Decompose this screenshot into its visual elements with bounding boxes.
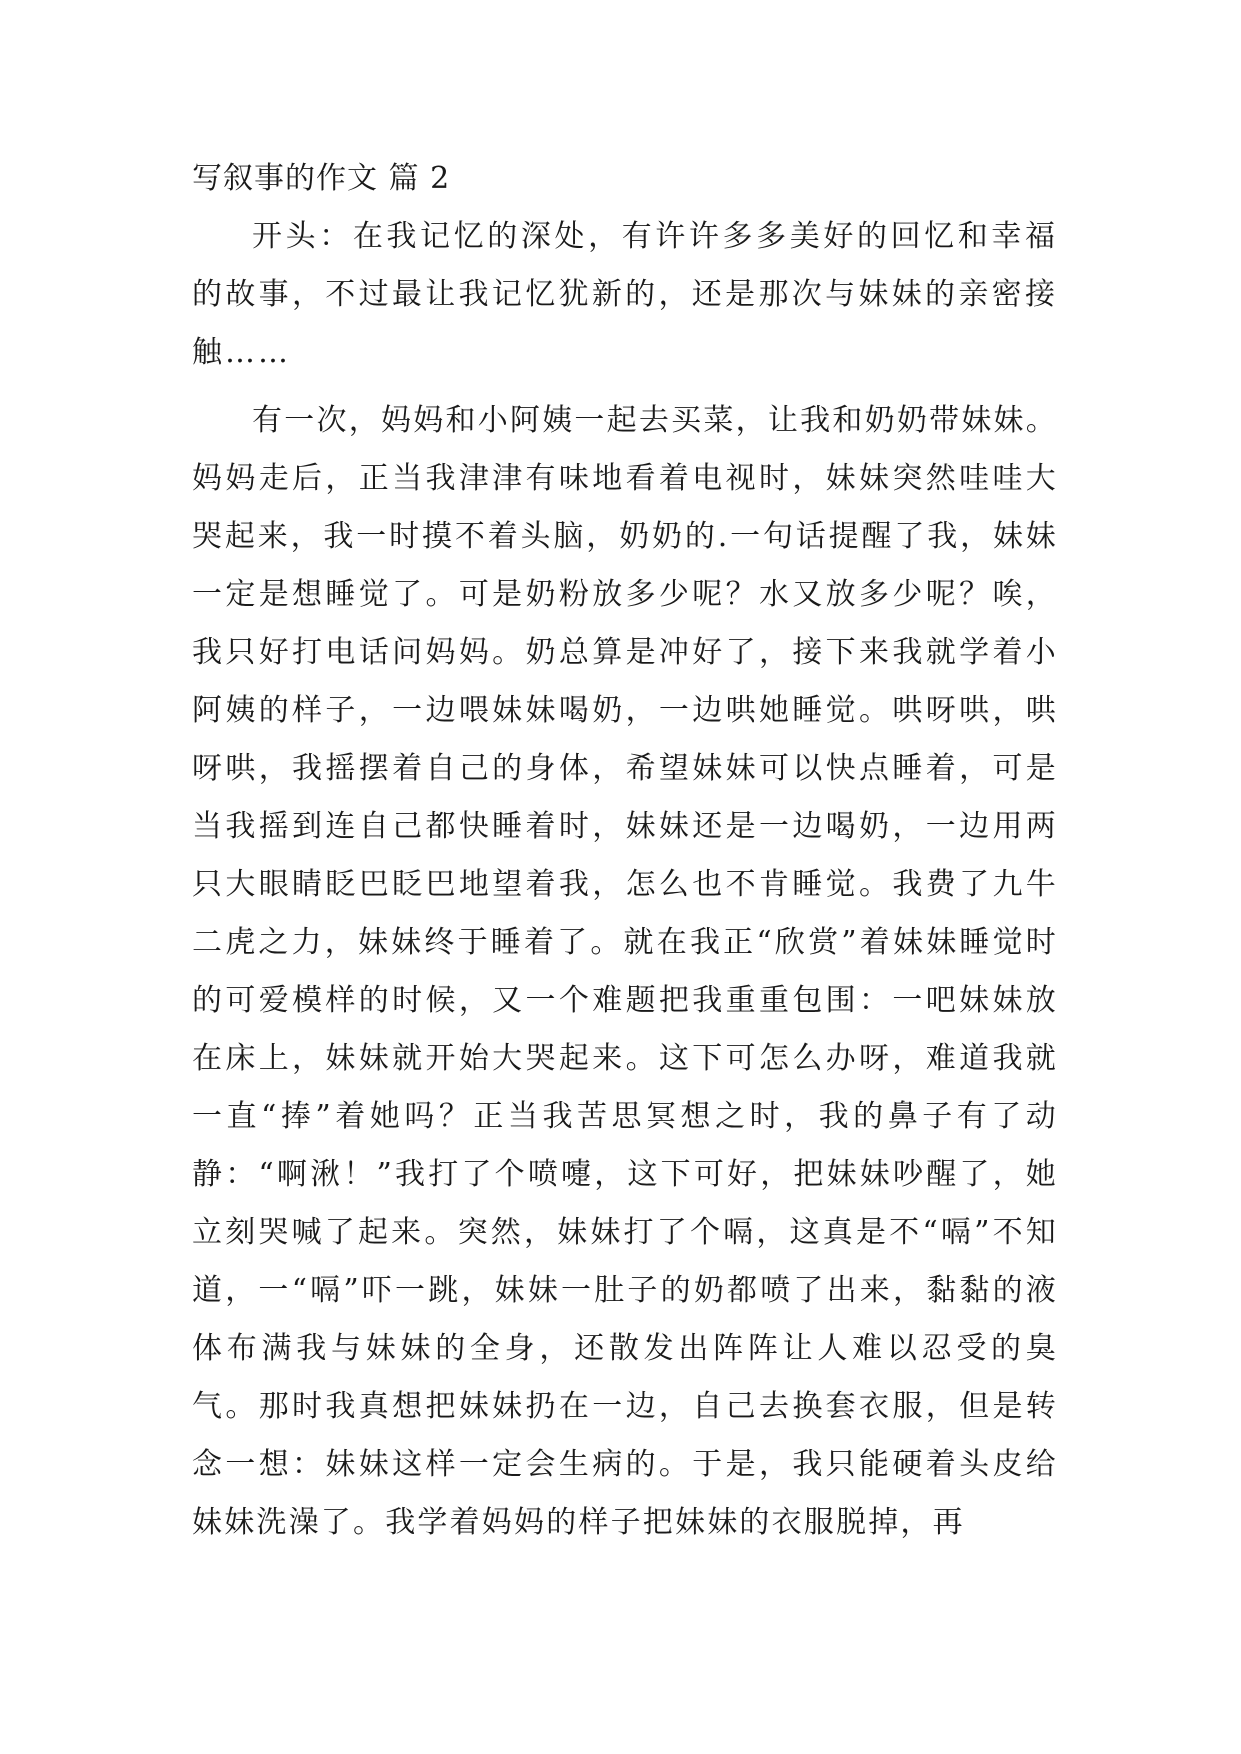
paragraph-story: 有一次，妈妈和小阿姨一起去买菜，让我和奶奶带妹妹。妈妈走后，正当我津津有味地看着电视时，妹妹突然哇哇大哭起来，我一时摸不着头脑，奶奶的.一句话提醒了我，妹妹一定是想睡觉了。可是奶粉放多少呢？水又放多少呢？唉，我只好打电话问妈妈。奶总算是冲好了，接下来我就学着小阿姨的样子，一边喂妹妹喝奶，一边哄她睡觉。哄呀哄，哄呀哄，我摇摆着自己的身体，希望妹妹可以快点睡着，可是当我摇到连自己都快睡着时，妹妹还是一边喝奶，一边用两只大眼睛眨巴眨巴地望着我，怎么也不肯睡觉。我费了九牛二虎之力，妹妹终于睡着了。就在我正“欣赏”着妹妹睡觉时的可爱模样的时候，又一个难题把我重重包围：一吧妹妹放在床上，妹妹就开始大哭起来。这下可怎么办呀，难道我就一直“捧”着她吗？正当我苦思冥想之时，我的鼻子有了动静：“啊湫！”我打了个喷嚏，这下可好，把妹妹吵醒了，她立刻哭喊了起来。突然，妹妹打了个嗝，这真是不“嗝”不知道，一“嗝”吓一跳，妹妹一肚子的奶都喷了出来，黏黏的液体布满我与妹妹的全身，还散发出阵阵让人难以忍受的臭气。那时我真想把妹妹扔在一边，自己去换套衣服，但是转念一想：妹妹这样一定会生病的。于是，我只能硬着头皮给妹妹洗澡了。我学着妈妈的样子把妹妹的衣服脱掉，再 — [192, 403, 1058, 1540]
paragraph-opening: 开头：在我记忆的深处，有许许多多美好的回忆和幸福的故事，不过最让我记忆犹新的，还是那次与妹妹的亲密接触…… — [192, 219, 1058, 370]
document-body — [192, 158, 1058, 1552]
section-heading: 写叙事的作文 篇 2 — [192, 161, 451, 196]
